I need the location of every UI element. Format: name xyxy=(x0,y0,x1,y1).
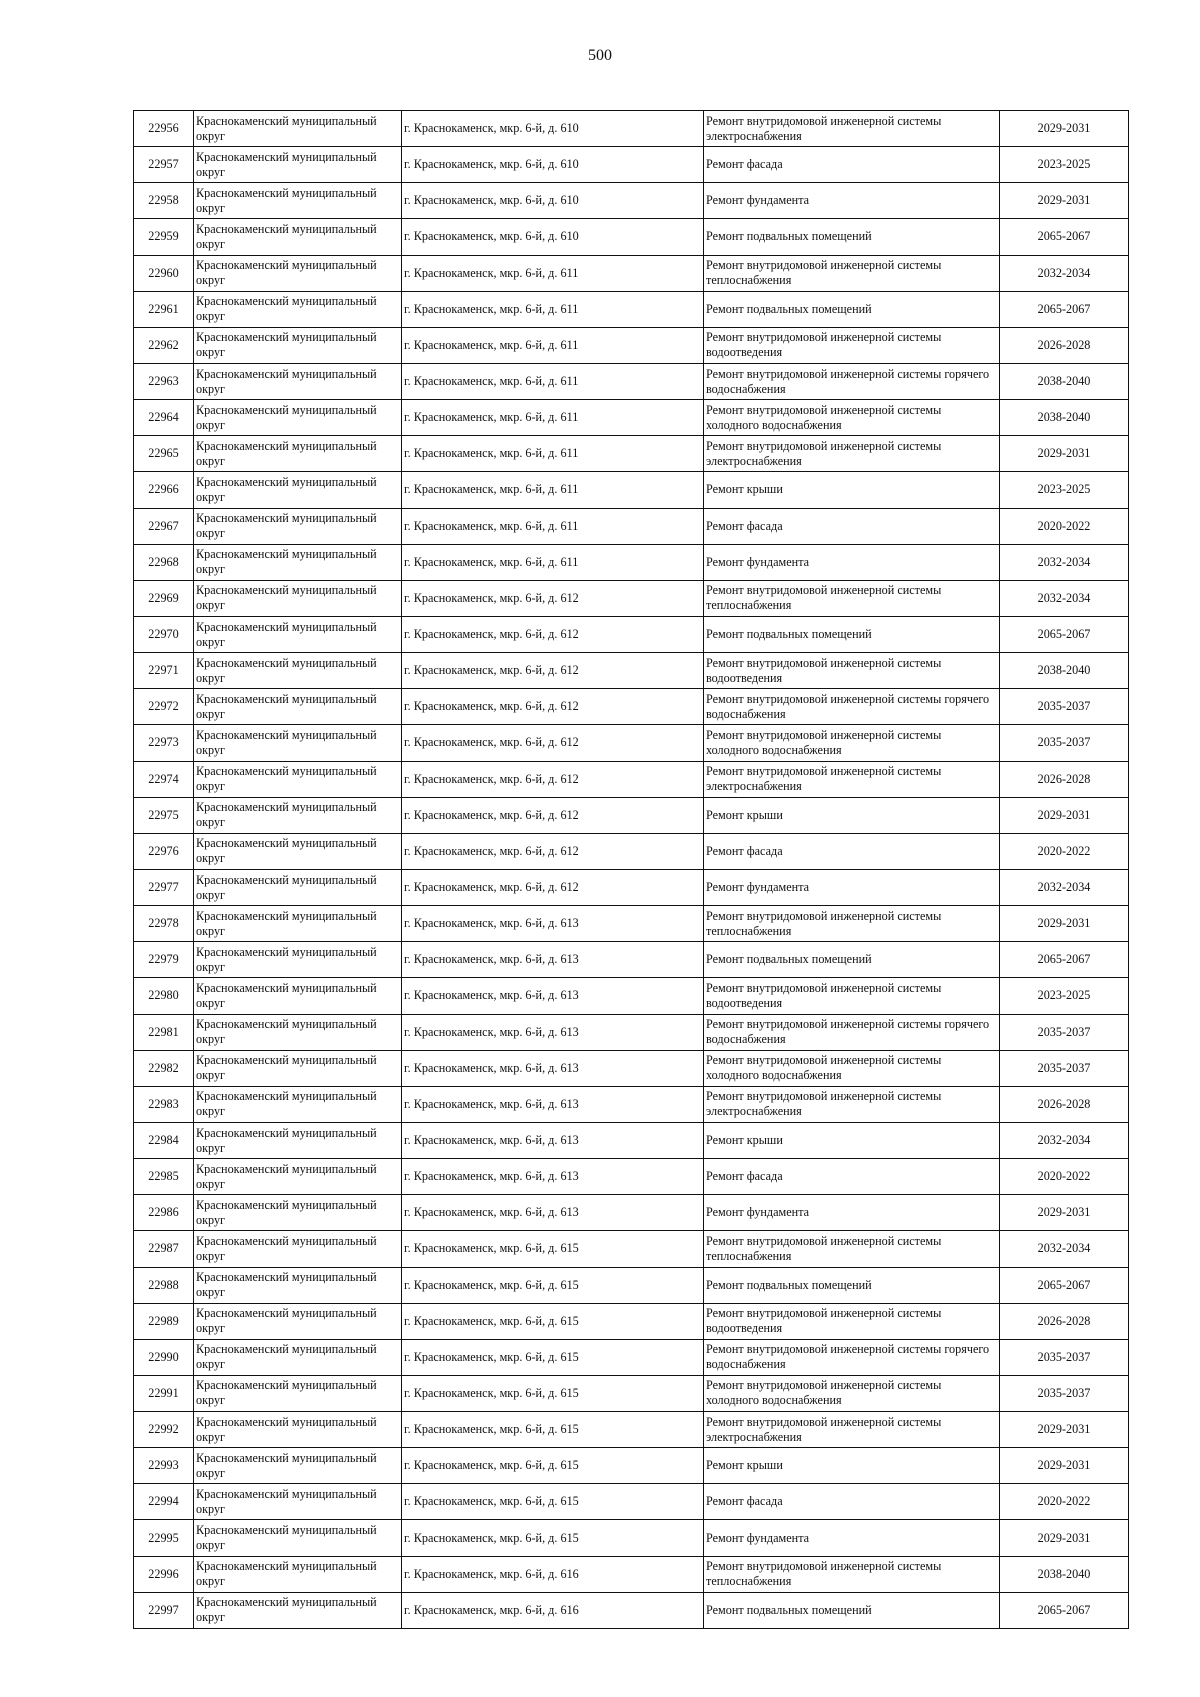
municipality-cell: Краснокаменский муниципальный округ xyxy=(194,653,402,689)
work-type-cell: Ремонт подвальных помещений xyxy=(704,616,1000,652)
municipality-cell: Краснокаменский муниципальный округ xyxy=(194,797,402,833)
work-type-cell: Ремонт фундамента xyxy=(704,544,1000,580)
row-number-cell: 22956 xyxy=(134,111,194,147)
municipality-cell: Краснокаменский муниципальный округ xyxy=(194,1484,402,1520)
row-number-cell: 22964 xyxy=(134,400,194,436)
municipality-cell: Краснокаменский муниципальный округ xyxy=(194,725,402,761)
address-cell: г. Краснокаменск, мкр. 6-й, д. 612 xyxy=(402,761,704,797)
period-cell: 2029-2031 xyxy=(1000,1520,1129,1556)
work-type-cell: Ремонт внутридомовой инженерной системы холодного водоснабжения xyxy=(704,725,1000,761)
table-row xyxy=(134,436,1129,472)
table-row xyxy=(134,1412,1129,1448)
municipality-cell: Краснокаменский муниципальный округ xyxy=(194,689,402,725)
work-type-cell: Ремонт внутридомовой инженерной системы водоотведения xyxy=(704,1303,1000,1339)
table-row xyxy=(134,472,1129,508)
period-cell: 2023-2025 xyxy=(1000,147,1129,183)
work-type-cell: Ремонт внутридомовой инженерной системы электроснабжения xyxy=(704,761,1000,797)
period-cell: 2029-2031 xyxy=(1000,906,1129,942)
table-row xyxy=(134,689,1129,725)
period-cell: 2029-2031 xyxy=(1000,436,1129,472)
municipality-cell: Краснокаменский муниципальный округ xyxy=(194,761,402,797)
table-row xyxy=(134,363,1129,399)
work-type-cell: Ремонт крыши xyxy=(704,1448,1000,1484)
table-row xyxy=(134,725,1129,761)
address-cell: г. Краснокаменск, мкр. 6-й, д. 615 xyxy=(402,1448,704,1484)
municipality-cell: Краснокаменский муниципальный округ xyxy=(194,147,402,183)
work-type-cell: Ремонт внутридомовой инженерной системы электроснабжения xyxy=(704,436,1000,472)
address-cell: г. Краснокаменск, мкр. 6-й, д. 612 xyxy=(402,869,704,905)
table-row xyxy=(134,508,1129,544)
period-cell: 2032-2034 xyxy=(1000,580,1129,616)
row-number-cell: 22991 xyxy=(134,1375,194,1411)
row-number-cell: 22968 xyxy=(134,544,194,580)
row-number-cell: 22957 xyxy=(134,147,194,183)
municipality-cell: Краснокаменский муниципальный округ xyxy=(194,906,402,942)
municipality-cell: Краснокаменский муниципальный округ xyxy=(194,1556,402,1592)
work-type-cell: Ремонт крыши xyxy=(704,797,1000,833)
address-cell: г. Краснокаменск, мкр. 6-й, д. 615 xyxy=(402,1484,704,1520)
period-cell: 2029-2031 xyxy=(1000,1195,1129,1231)
work-type-cell: Ремонт крыши xyxy=(704,472,1000,508)
row-number-cell: 22958 xyxy=(134,183,194,219)
period-cell: 2032-2034 xyxy=(1000,1122,1129,1158)
municipality-cell: Краснокаменский муниципальный округ xyxy=(194,616,402,652)
address-cell: г. Краснокаменск, мкр. 6-й, д. 613 xyxy=(402,906,704,942)
address-cell: г. Краснокаменск, мкр. 6-й, д. 613 xyxy=(402,1086,704,1122)
table-row xyxy=(134,111,1129,147)
municipality-cell: Краснокаменский муниципальный округ xyxy=(194,1592,402,1628)
table-row xyxy=(134,1050,1129,1086)
row-number-cell: 22970 xyxy=(134,616,194,652)
row-number-cell: 22994 xyxy=(134,1484,194,1520)
municipality-cell: Краснокаменский муниципальный округ xyxy=(194,291,402,327)
table-row xyxy=(134,653,1129,689)
address-cell: г. Краснокаменск, мкр. 6-й, д. 611 xyxy=(402,255,704,291)
address-cell: г. Краснокаменск, мкр. 6-й, д. 611 xyxy=(402,400,704,436)
municipality-cell: Краснокаменский муниципальный округ xyxy=(194,1448,402,1484)
table-row xyxy=(134,219,1129,255)
work-type-cell: Ремонт подвальных помещений xyxy=(704,1592,1000,1628)
row-number-cell: 22965 xyxy=(134,436,194,472)
work-type-cell: Ремонт внутридомовой инженерной системы холодного водоснабжения xyxy=(704,1375,1000,1411)
row-number-cell: 22995 xyxy=(134,1520,194,1556)
row-number-cell: 22985 xyxy=(134,1159,194,1195)
period-cell: 2065-2067 xyxy=(1000,942,1129,978)
row-number-cell: 22979 xyxy=(134,942,194,978)
row-number-cell: 22993 xyxy=(134,1448,194,1484)
table-row xyxy=(134,1448,1129,1484)
municipality-cell: Краснокаменский муниципальный округ xyxy=(194,978,402,1014)
work-type-cell: Ремонт подвальных помещений xyxy=(704,942,1000,978)
row-number-cell: 22959 xyxy=(134,219,194,255)
address-cell: г. Краснокаменск, мкр. 6-й, д. 610 xyxy=(402,111,704,147)
table-row xyxy=(134,1339,1129,1375)
table-row xyxy=(134,1014,1129,1050)
address-cell: г. Краснокаменск, мкр. 6-й, д. 616 xyxy=(402,1556,704,1592)
table-row xyxy=(134,797,1129,833)
period-cell: 2020-2022 xyxy=(1000,1159,1129,1195)
period-cell: 2029-2031 xyxy=(1000,183,1129,219)
period-cell: 2035-2037 xyxy=(1000,1014,1129,1050)
work-type-cell: Ремонт внутридомовой инженерной системы водоотведения xyxy=(704,978,1000,1014)
row-number-cell: 22972 xyxy=(134,689,194,725)
address-cell: г. Краснокаменск, мкр. 6-й, д. 613 xyxy=(402,1195,704,1231)
table-row xyxy=(134,1375,1129,1411)
table-row xyxy=(134,183,1129,219)
period-cell: 2026-2028 xyxy=(1000,1303,1129,1339)
period-cell: 2029-2031 xyxy=(1000,1448,1129,1484)
period-cell: 2026-2028 xyxy=(1000,1086,1129,1122)
row-number-cell: 22997 xyxy=(134,1592,194,1628)
period-cell: 2038-2040 xyxy=(1000,400,1129,436)
period-cell: 2020-2022 xyxy=(1000,508,1129,544)
address-cell: г. Краснокаменск, мкр. 6-й, д. 613 xyxy=(402,942,704,978)
address-cell: г. Краснокаменск, мкр. 6-й, д. 611 xyxy=(402,436,704,472)
address-cell: г. Краснокаменск, мкр. 6-й, д. 612 xyxy=(402,616,704,652)
row-number-cell: 22978 xyxy=(134,906,194,942)
period-cell: 2029-2031 xyxy=(1000,797,1129,833)
table-row xyxy=(134,1122,1129,1158)
municipality-cell: Краснокаменский муниципальный округ xyxy=(194,1050,402,1086)
work-type-cell: Ремонт внутридомовой инженерной системы электроснабжения xyxy=(704,1086,1000,1122)
address-cell: г. Краснокаменск, мкр. 6-й, д. 612 xyxy=(402,797,704,833)
work-type-cell: Ремонт фасада xyxy=(704,1484,1000,1520)
address-cell: г. Краснокаменск, мкр. 6-й, д. 610 xyxy=(402,147,704,183)
row-number-cell: 22987 xyxy=(134,1231,194,1267)
period-cell: 2020-2022 xyxy=(1000,833,1129,869)
municipality-cell: Краснокаменский муниципальный округ xyxy=(194,1375,402,1411)
work-type-cell: Ремонт внутридомовой инженерной системы водоотведения xyxy=(704,653,1000,689)
row-number-cell: 22981 xyxy=(134,1014,194,1050)
period-cell: 2029-2031 xyxy=(1000,111,1129,147)
period-cell: 2020-2022 xyxy=(1000,1484,1129,1520)
address-cell: г. Краснокаменск, мкр. 6-й, д. 610 xyxy=(402,183,704,219)
address-cell: г. Краснокаменск, мкр. 6-й, д. 615 xyxy=(402,1231,704,1267)
work-type-cell: Ремонт внутридомовой инженерной системы горячего водоснабжения xyxy=(704,689,1000,725)
table-row xyxy=(134,616,1129,652)
row-number-cell: 22977 xyxy=(134,869,194,905)
period-cell: 2026-2028 xyxy=(1000,761,1129,797)
address-cell: г. Краснокаменск, мкр. 6-й, д. 612 xyxy=(402,653,704,689)
period-cell: 2029-2031 xyxy=(1000,1412,1129,1448)
work-type-cell: Ремонт внутридомовой инженерной системы теплоснабжения xyxy=(704,580,1000,616)
period-cell: 2026-2028 xyxy=(1000,327,1129,363)
row-number-cell: 22974 xyxy=(134,761,194,797)
municipality-cell: Краснокаменский муниципальный округ xyxy=(194,833,402,869)
municipality-cell: Краснокаменский муниципальный округ xyxy=(194,1339,402,1375)
address-cell: г. Краснокаменск, мкр. 6-й, д. 615 xyxy=(402,1267,704,1303)
municipality-cell: Краснокаменский муниципальный округ xyxy=(194,1195,402,1231)
municipality-cell: Краснокаменский муниципальный округ xyxy=(194,363,402,399)
work-type-cell: Ремонт внутридомовой инженерной системы электроснабжения xyxy=(704,111,1000,147)
table-row xyxy=(134,1159,1129,1195)
address-cell: г. Краснокаменск, мкр. 6-й, д. 613 xyxy=(402,1014,704,1050)
work-type-cell: Ремонт внутридомовой инженерной системы водоотведения xyxy=(704,327,1000,363)
row-number-cell: 22990 xyxy=(134,1339,194,1375)
work-type-cell: Ремонт внутридомовой инженерной системы теплоснабжения xyxy=(704,1231,1000,1267)
period-cell: 2035-2037 xyxy=(1000,689,1129,725)
table-row xyxy=(134,978,1129,1014)
row-number-cell: 22961 xyxy=(134,291,194,327)
municipality-cell: Краснокаменский муниципальный округ xyxy=(194,1231,402,1267)
period-cell: 2065-2067 xyxy=(1000,1592,1129,1628)
municipality-cell: Краснокаменский муниципальный округ xyxy=(194,255,402,291)
address-cell: г. Краснокаменск, мкр. 6-й, д. 612 xyxy=(402,833,704,869)
period-cell: 2035-2037 xyxy=(1000,1375,1129,1411)
row-number-cell: 22963 xyxy=(134,363,194,399)
address-cell: г. Краснокаменск, мкр. 6-й, д. 615 xyxy=(402,1520,704,1556)
table-row xyxy=(134,906,1129,942)
municipality-cell: Краснокаменский муниципальный округ xyxy=(194,1520,402,1556)
work-type-cell: Ремонт фундамента xyxy=(704,1520,1000,1556)
work-type-cell: Ремонт фасада xyxy=(704,508,1000,544)
municipality-cell: Краснокаменский муниципальный округ xyxy=(194,1303,402,1339)
work-type-cell: Ремонт фундамента xyxy=(704,183,1000,219)
table-row xyxy=(134,833,1129,869)
row-number-cell: 22969 xyxy=(134,580,194,616)
municipality-cell: Краснокаменский муниципальный округ xyxy=(194,111,402,147)
municipality-cell: Краснокаменский муниципальный округ xyxy=(194,436,402,472)
address-cell: г. Краснокаменск, мкр. 6-й, д. 611 xyxy=(402,508,704,544)
period-cell: 2032-2034 xyxy=(1000,869,1129,905)
period-cell: 2032-2034 xyxy=(1000,255,1129,291)
table-row xyxy=(134,1303,1129,1339)
table-row xyxy=(134,147,1129,183)
row-number-cell: 22971 xyxy=(134,653,194,689)
municipality-cell: Краснокаменский муниципальный округ xyxy=(194,869,402,905)
period-cell: 2038-2040 xyxy=(1000,363,1129,399)
address-cell: г. Краснокаменск, мкр. 6-й, д. 613 xyxy=(402,978,704,1014)
table-row xyxy=(134,544,1129,580)
address-cell: г. Краснокаменск, мкр. 6-й, д. 612 xyxy=(402,689,704,725)
table-row xyxy=(134,1520,1129,1556)
municipality-cell: Краснокаменский муниципальный округ xyxy=(194,1086,402,1122)
address-cell: г. Краснокаменск, мкр. 6-й, д. 612 xyxy=(402,725,704,761)
row-number-cell: 22960 xyxy=(134,255,194,291)
repair-schedule-table xyxy=(133,110,1129,1629)
table-row xyxy=(134,1195,1129,1231)
address-cell: г. Краснокаменск, мкр. 6-й, д. 613 xyxy=(402,1159,704,1195)
period-cell: 2023-2025 xyxy=(1000,472,1129,508)
work-type-cell: Ремонт фасада xyxy=(704,1159,1000,1195)
page-number: 500 xyxy=(588,47,612,64)
work-type-cell: Ремонт фундамента xyxy=(704,869,1000,905)
period-cell: 2032-2034 xyxy=(1000,544,1129,580)
table-row xyxy=(134,761,1129,797)
municipality-cell: Краснокаменский муниципальный округ xyxy=(194,1122,402,1158)
address-cell: г. Краснокаменск, мкр. 6-й, д. 611 xyxy=(402,363,704,399)
table-row xyxy=(134,1592,1129,1628)
work-type-cell: Ремонт внутридомовой инженерной системы теплоснабжения xyxy=(704,906,1000,942)
row-number-cell: 22966 xyxy=(134,472,194,508)
period-cell: 2035-2037 xyxy=(1000,725,1129,761)
work-type-cell: Ремонт внутридомовой инженерной системы горячего водоснабжения xyxy=(704,1339,1000,1375)
municipality-cell: Краснокаменский муниципальный округ xyxy=(194,1159,402,1195)
municipality-cell: Краснокаменский муниципальный округ xyxy=(194,1014,402,1050)
municipality-cell: Краснокаменский муниципальный округ xyxy=(194,942,402,978)
table-row xyxy=(134,1556,1129,1592)
work-type-cell: Ремонт внутридомовой инженерной системы теплоснабжения xyxy=(704,1556,1000,1592)
period-cell: 2035-2037 xyxy=(1000,1339,1129,1375)
work-type-cell: Ремонт подвальных помещений xyxy=(704,1267,1000,1303)
address-cell: г. Краснокаменск, мкр. 6-й, д. 616 xyxy=(402,1592,704,1628)
address-cell: г. Краснокаменск, мкр. 6-й, д. 611 xyxy=(402,472,704,508)
address-cell: г. Краснокаменск, мкр. 6-й, д. 615 xyxy=(402,1412,704,1448)
table-row xyxy=(134,400,1129,436)
municipality-cell: Краснокаменский муниципальный округ xyxy=(194,183,402,219)
period-cell: 2035-2037 xyxy=(1000,1050,1129,1086)
row-number-cell: 22975 xyxy=(134,797,194,833)
work-type-cell: Ремонт фундамента xyxy=(704,1195,1000,1231)
work-type-cell: Ремонт внутридомовой инженерной системы горячего водоснабжения xyxy=(704,363,1000,399)
row-number-cell: 22962 xyxy=(134,327,194,363)
period-cell: 2065-2067 xyxy=(1000,616,1129,652)
row-number-cell: 22976 xyxy=(134,833,194,869)
work-type-cell: Ремонт внутридомовой инженерной системы теплоснабжения xyxy=(704,255,1000,291)
municipality-cell: Краснокаменский муниципальный округ xyxy=(194,580,402,616)
period-cell: 2038-2040 xyxy=(1000,1556,1129,1592)
table-row xyxy=(134,1086,1129,1122)
address-cell: г. Краснокаменск, мкр. 6-й, д. 613 xyxy=(402,1122,704,1158)
work-type-cell: Ремонт внутридомовой инженерной системы холодного водоснабжения xyxy=(704,1050,1000,1086)
municipality-cell: Краснокаменский муниципальный округ xyxy=(194,327,402,363)
row-number-cell: 22973 xyxy=(134,725,194,761)
period-cell: 2065-2067 xyxy=(1000,1267,1129,1303)
row-number-cell: 22988 xyxy=(134,1267,194,1303)
address-cell: г. Краснокаменск, мкр. 6-й, д. 611 xyxy=(402,544,704,580)
table-body xyxy=(134,111,1129,1629)
address-cell: г. Краснокаменск, мкр. 6-й, д. 611 xyxy=(402,327,704,363)
address-cell: г. Краснокаменск, мкр. 6-й, д. 615 xyxy=(402,1339,704,1375)
municipality-cell: Краснокаменский муниципальный округ xyxy=(194,1412,402,1448)
work-type-cell: Ремонт внутридомовой инженерной системы холодного водоснабжения xyxy=(704,400,1000,436)
work-type-cell: Ремонт подвальных помещений xyxy=(704,291,1000,327)
address-cell: г. Краснокаменск, мкр. 6-й, д. 615 xyxy=(402,1303,704,1339)
work-type-cell: Ремонт внутридомовой инженерной системы горячего водоснабжения xyxy=(704,1014,1000,1050)
period-cell: 2023-2025 xyxy=(1000,978,1129,1014)
work-type-cell: Ремонт фасада xyxy=(704,147,1000,183)
period-cell: 2038-2040 xyxy=(1000,653,1129,689)
municipality-cell: Краснокаменский муниципальный округ xyxy=(194,472,402,508)
period-cell: 2032-2034 xyxy=(1000,1231,1129,1267)
period-cell: 2065-2067 xyxy=(1000,219,1129,255)
address-cell: г. Краснокаменск, мкр. 6-й, д. 615 xyxy=(402,1375,704,1411)
address-cell: г. Краснокаменск, мкр. 6-й, д. 612 xyxy=(402,580,704,616)
period-cell: 2065-2067 xyxy=(1000,291,1129,327)
municipality-cell: Краснокаменский муниципальный округ xyxy=(194,1267,402,1303)
row-number-cell: 22984 xyxy=(134,1122,194,1158)
work-type-cell: Ремонт подвальных помещений xyxy=(704,219,1000,255)
table-row xyxy=(134,942,1129,978)
table-row xyxy=(134,255,1129,291)
row-number-cell: 22967 xyxy=(134,508,194,544)
table-row xyxy=(134,291,1129,327)
municipality-cell: Краснокаменский муниципальный округ xyxy=(194,508,402,544)
table-row xyxy=(134,1484,1129,1520)
table-row xyxy=(134,1231,1129,1267)
row-number-cell: 22996 xyxy=(134,1556,194,1592)
work-type-cell: Ремонт внутридомовой инженерной системы электроснабжения xyxy=(704,1412,1000,1448)
row-number-cell: 22986 xyxy=(134,1195,194,1231)
row-number-cell: 22992 xyxy=(134,1412,194,1448)
row-number-cell: 22983 xyxy=(134,1086,194,1122)
address-cell: г. Краснокаменск, мкр. 6-й, д. 613 xyxy=(402,1050,704,1086)
address-cell: г. Краснокаменск, мкр. 6-й, д. 611 xyxy=(402,291,704,327)
row-number-cell: 22980 xyxy=(134,978,194,1014)
row-number-cell: 22982 xyxy=(134,1050,194,1086)
municipality-cell: Краснокаменский муниципальный округ xyxy=(194,219,402,255)
row-number-cell: 22989 xyxy=(134,1303,194,1339)
work-type-cell: Ремонт крыши xyxy=(704,1122,1000,1158)
table-row xyxy=(134,1267,1129,1303)
address-cell: г. Краснокаменск, мкр. 6-й, д. 610 xyxy=(402,219,704,255)
table-row xyxy=(134,580,1129,616)
table-row xyxy=(134,327,1129,363)
table-row xyxy=(134,869,1129,905)
work-type-cell: Ремонт фасада xyxy=(704,833,1000,869)
municipality-cell: Краснокаменский муниципальный округ xyxy=(194,400,402,436)
municipality-cell: Краснокаменский муниципальный округ xyxy=(194,544,402,580)
